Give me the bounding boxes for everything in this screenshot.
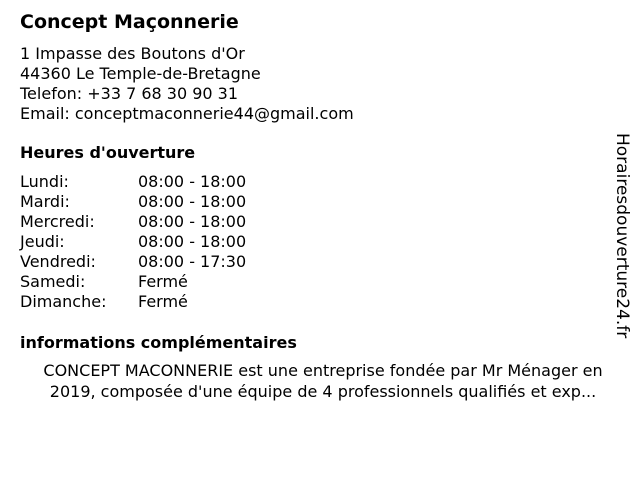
hours-row — [20, 232, 246, 252]
hours-row — [20, 272, 246, 292]
address-street: 1 Impasse des Boutons d'Or — [20, 44, 245, 63]
hours-row — [20, 172, 246, 192]
hours-day: Vendredi: — [20, 252, 96, 271]
hours-row — [20, 212, 246, 232]
phone-number[interactable]: Telefon: +33 7 68 30 90 31 — [20, 84, 239, 103]
business-name: Concept Maçonnerie — [20, 11, 239, 33]
hours-day: Jeudi: — [20, 232, 65, 251]
address-block — [20, 44, 620, 124]
hours-time: 08:00 - 18:00 — [138, 192, 247, 211]
info-heading: informations complémentaires — [20, 333, 297, 352]
hours-time: 08:00 - 18:00 — [138, 172, 247, 191]
hours-day: Mercredi: — [20, 212, 95, 231]
hours-day: Dimanche: — [20, 292, 107, 311]
hours-table — [20, 172, 246, 312]
hours-row — [20, 292, 246, 312]
hours-day: Lundi: — [20, 172, 69, 191]
hours-time: 08:00 - 17:30 — [138, 252, 247, 271]
hours-heading: Heures d'ouverture — [20, 143, 196, 162]
email-address[interactable]: Email: conceptmaconnerie44@gmail.com — [20, 104, 354, 123]
watermark-text: Horairesdouverture24.fr — [612, 133, 632, 339]
hours-time: Fermé — [138, 272, 188, 291]
watermark — [610, 133, 634, 345]
address-city: 44360 Le Temple-de-Bretagne — [20, 64, 261, 83]
hours-time: 08:00 - 18:00 — [138, 212, 247, 231]
hours-row — [20, 252, 246, 272]
hours-day: Mardi: — [20, 192, 70, 211]
hours-time: 08:00 - 18:00 — [138, 232, 247, 251]
hours-row — [20, 192, 246, 212]
hours-time: Fermé — [138, 292, 188, 311]
info-description: CONCEPT MACONNERIE est une entreprise fondée par Mr Ménager en 2019, composée d'une équipe de 4 professionnels qualifiés et exp... — [43, 361, 603, 401]
business-card — [20, 8, 620, 402]
hours-day: Samedi: — [20, 272, 86, 291]
